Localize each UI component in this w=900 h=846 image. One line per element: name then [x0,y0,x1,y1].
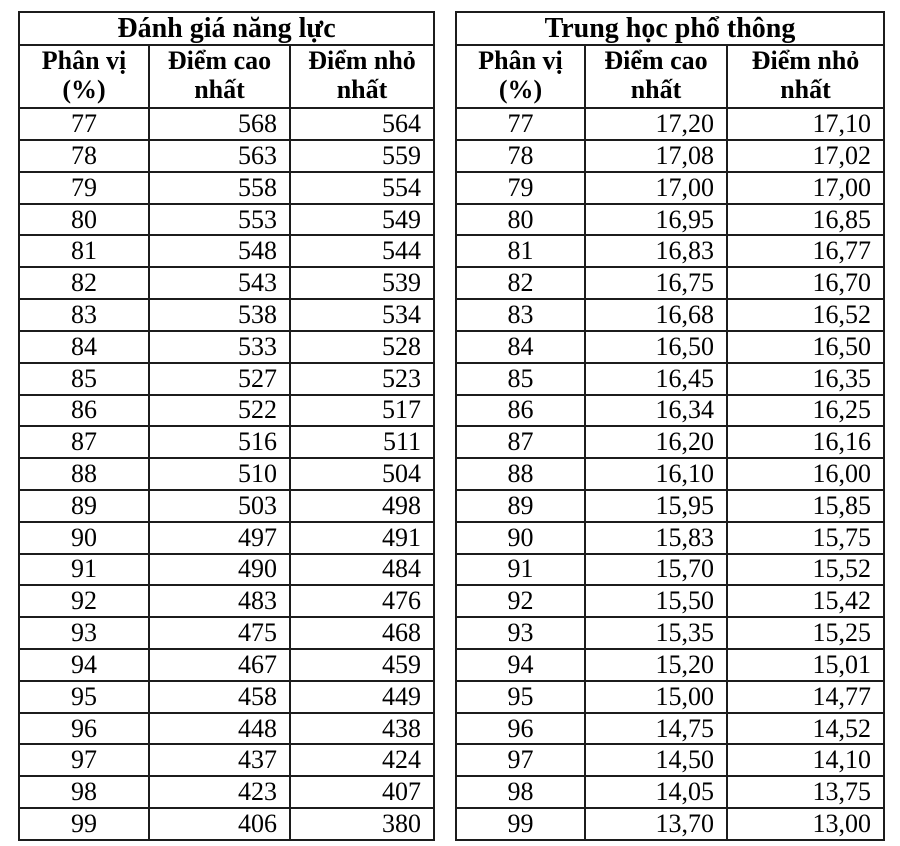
table-row [19,713,434,745]
table-row [456,458,884,490]
table-row [456,776,884,808]
percentile-cell: 82 [456,267,585,299]
table-row [19,426,434,458]
min-score-cell: 511 [290,426,434,458]
max-score-cell: 568 [149,108,290,140]
table-row [456,172,884,204]
percentile-cell: 77 [19,108,149,140]
percentile-header [19,45,149,108]
percentile-cell: 91 [456,554,585,586]
percentile-cell: 99 [456,808,585,840]
min-score-cell: 16,52 [727,299,884,331]
min-score-cell: 539 [290,267,434,299]
min-score-cell: 438 [290,713,434,745]
table-row [456,235,884,267]
table-row [456,585,884,617]
table-title: Đánh giá năng lực [19,12,434,45]
percentile-cell: 96 [456,713,585,745]
min-score-cell: 16,16 [727,426,884,458]
percentile-cell: 87 [19,426,149,458]
table-row [456,267,884,299]
percentile-cell: 95 [456,681,585,713]
min-score-cell: 16,70 [727,267,884,299]
max-score-cell: 16,50 [585,331,727,363]
min-score-cell: 476 [290,585,434,617]
max-score-cell: 543 [149,267,290,299]
table-row [456,522,884,554]
max-score-cell: 522 [149,395,290,427]
table-row [19,331,434,363]
min-score-cell: 459 [290,649,434,681]
percentile-header-line: (%) [498,74,543,104]
percentile-cell: 86 [456,395,585,427]
min-score-cell: 13,00 [727,808,884,840]
table-row [19,744,434,776]
min-score-cell: 15,42 [727,585,884,617]
table-row [456,426,884,458]
max-score-cell: 16,68 [585,299,727,331]
table-row [456,140,884,172]
table-row [19,776,434,808]
min-score-cell: 523 [290,363,434,395]
min-score-cell: 13,75 [727,776,884,808]
table-row [456,808,884,840]
table-body [19,108,434,840]
percentile-cell: 91 [19,554,149,586]
table-row [456,554,884,586]
table-row [19,585,434,617]
min-score-cell: 17,00 [727,172,884,204]
max-score-cell: 516 [149,426,290,458]
percentile-cell: 93 [456,617,585,649]
percentile-header-line: Phân vị [478,46,563,75]
min-score-cell: 559 [290,140,434,172]
percentile-cell: 83 [19,299,149,331]
table-row [19,108,434,140]
min-score-cell: 14,10 [727,744,884,776]
max-score-cell: 15,50 [585,585,727,617]
table-row [19,554,434,586]
min-score-header-line: nhất [336,74,388,104]
percentile-cell: 86 [19,395,149,427]
max-score-cell: 15,00 [585,681,727,713]
max-score-cell: 458 [149,681,290,713]
max-score-header [585,45,727,108]
percentile-header [456,45,585,108]
max-score-cell: 16,10 [585,458,727,490]
min-score-cell: 468 [290,617,434,649]
percentile-cell: 94 [456,649,585,681]
min-score-cell: 504 [290,458,434,490]
table-row [19,395,434,427]
min-score-header [727,45,884,108]
table-row [19,681,434,713]
table-row [456,713,884,745]
percentile-cell: 97 [456,744,585,776]
table-header-row [456,45,884,108]
table-row [456,395,884,427]
max-score-cell: 467 [149,649,290,681]
min-score-cell: 380 [290,808,434,840]
max-score-cell: 538 [149,299,290,331]
percentile-cell: 85 [19,363,149,395]
percentile-cell: 90 [456,522,585,554]
max-score-cell: 563 [149,140,290,172]
max-score-cell: 16,45 [585,363,727,395]
min-score-cell: 15,75 [727,522,884,554]
max-score-cell: 14,75 [585,713,727,745]
percentile-cell: 92 [19,585,149,617]
max-score-header-line: nhất [194,74,245,104]
percentile-cell: 79 [19,172,149,204]
table-row [19,649,434,681]
max-score-cell: 448 [149,713,290,745]
min-score-cell: 549 [290,204,434,236]
max-score-cell: 16,20 [585,426,727,458]
max-score-cell: 475 [149,617,290,649]
max-score-cell: 483 [149,585,290,617]
percentile-header-line: (%) [62,74,106,104]
min-score-cell: 449 [290,681,434,713]
table-row [456,299,884,331]
table-row [19,458,434,490]
table-row [456,204,884,236]
table-row [456,744,884,776]
percentile-cell: 88 [456,458,585,490]
min-score-header-line: Điểm nhỏ [308,46,416,75]
max-score-cell: 16,95 [585,204,727,236]
table-row [456,331,884,363]
percentile-header-line: Phân vị [41,46,127,75]
percentile-cell: 84 [19,331,149,363]
min-score-cell: 16,35 [727,363,884,395]
percentile-cell: 78 [456,140,585,172]
table-row [19,363,434,395]
table-title-row [19,12,434,45]
max-score-header-line: Điểm cao [604,46,708,75]
max-score-header-line: nhất [630,74,682,104]
min-score-cell: 17,02 [727,140,884,172]
min-score-cell: 564 [290,108,434,140]
table-title-row [456,12,884,45]
min-score-header-line: nhất [780,74,831,104]
max-score-header-line: Điểm cao [167,46,272,75]
max-score-cell: 437 [149,744,290,776]
percentile-cell: 98 [19,776,149,808]
max-score-cell: 533 [149,331,290,363]
max-score-cell: 15,70 [585,554,727,586]
percentile-cell: 88 [19,458,149,490]
min-score-header-line: Điểm nhỏ [751,46,860,75]
percentile-cell: 94 [19,649,149,681]
table-row [456,649,884,681]
table-trung-hoc-pho-thong [455,11,885,841]
min-score-cell: 534 [290,299,434,331]
max-score-cell: 503 [149,490,290,522]
min-score-cell: 528 [290,331,434,363]
max-score-cell: 527 [149,363,290,395]
min-score-header [290,45,434,108]
max-score-cell: 406 [149,808,290,840]
percentile-cell: 84 [456,331,585,363]
table-row [19,140,434,172]
table-row [19,808,434,840]
min-score-cell: 407 [290,776,434,808]
max-score-cell: 548 [149,235,290,267]
min-score-cell: 14,52 [727,713,884,745]
percentile-cell: 96 [19,713,149,745]
table-row [19,267,434,299]
min-score-cell: 491 [290,522,434,554]
percentile-cell: 77 [456,108,585,140]
max-score-cell: 13,70 [585,808,727,840]
min-score-cell: 16,77 [727,235,884,267]
min-score-cell: 16,85 [727,204,884,236]
max-score-cell: 16,75 [585,267,727,299]
percentile-cell: 82 [19,267,149,299]
max-score-cell: 558 [149,172,290,204]
table-danh-gia-nang-luc [18,11,435,841]
min-score-cell: 498 [290,490,434,522]
table-row [456,490,884,522]
max-score-header [149,45,290,108]
percentile-cell: 85 [456,363,585,395]
min-score-cell: 17,10 [727,108,884,140]
max-score-cell: 14,50 [585,744,727,776]
min-score-cell: 517 [290,395,434,427]
max-score-cell: 15,95 [585,490,727,522]
percentile-cell: 90 [19,522,149,554]
table-title: Trung học phổ thông [456,12,884,45]
table-row [456,363,884,395]
max-score-cell: 16,34 [585,395,727,427]
percentile-cell: 93 [19,617,149,649]
max-score-cell: 15,20 [585,649,727,681]
percentile-cell: 83 [456,299,585,331]
percentile-cell: 92 [456,585,585,617]
percentile-cell: 80 [456,204,585,236]
percentile-cell: 89 [19,490,149,522]
min-score-cell: 544 [290,235,434,267]
min-score-cell: 15,01 [727,649,884,681]
percentile-cell: 87 [456,426,585,458]
table-row [19,617,434,649]
max-score-cell: 17,20 [585,108,727,140]
max-score-cell: 510 [149,458,290,490]
table-row [19,204,434,236]
max-score-cell: 15,83 [585,522,727,554]
percentile-cell: 99 [19,808,149,840]
percentile-cell: 97 [19,744,149,776]
max-score-cell: 15,35 [585,617,727,649]
table-row [456,108,884,140]
min-score-cell: 16,25 [727,395,884,427]
table-row [19,522,434,554]
min-score-cell: 484 [290,554,434,586]
max-score-cell: 16,83 [585,235,727,267]
min-score-cell: 15,52 [727,554,884,586]
percentile-cell: 81 [19,235,149,267]
max-score-cell: 17,00 [585,172,727,204]
min-score-cell: 554 [290,172,434,204]
min-score-cell: 14,77 [727,681,884,713]
max-score-cell: 490 [149,554,290,586]
min-score-cell: 16,00 [727,458,884,490]
max-score-cell: 497 [149,522,290,554]
min-score-cell: 15,25 [727,617,884,649]
table-body [456,108,884,840]
percentile-cell: 89 [456,490,585,522]
table-row [456,681,884,713]
min-score-cell: 15,85 [727,490,884,522]
max-score-cell: 423 [149,776,290,808]
table-row [19,235,434,267]
min-score-cell: 424 [290,744,434,776]
percentile-cell: 79 [456,172,585,204]
table-row [19,490,434,522]
table-row [19,172,434,204]
max-score-cell: 14,05 [585,776,727,808]
percentile-cell: 80 [19,204,149,236]
max-score-cell: 553 [149,204,290,236]
table-header-row [19,45,434,108]
percentile-cell: 95 [19,681,149,713]
table-row [456,617,884,649]
percentile-cell: 78 [19,140,149,172]
percentile-cell: 98 [456,776,585,808]
max-score-cell: 17,08 [585,140,727,172]
min-score-cell: 16,50 [727,331,884,363]
percentile-cell: 81 [456,235,585,267]
table-row [19,299,434,331]
